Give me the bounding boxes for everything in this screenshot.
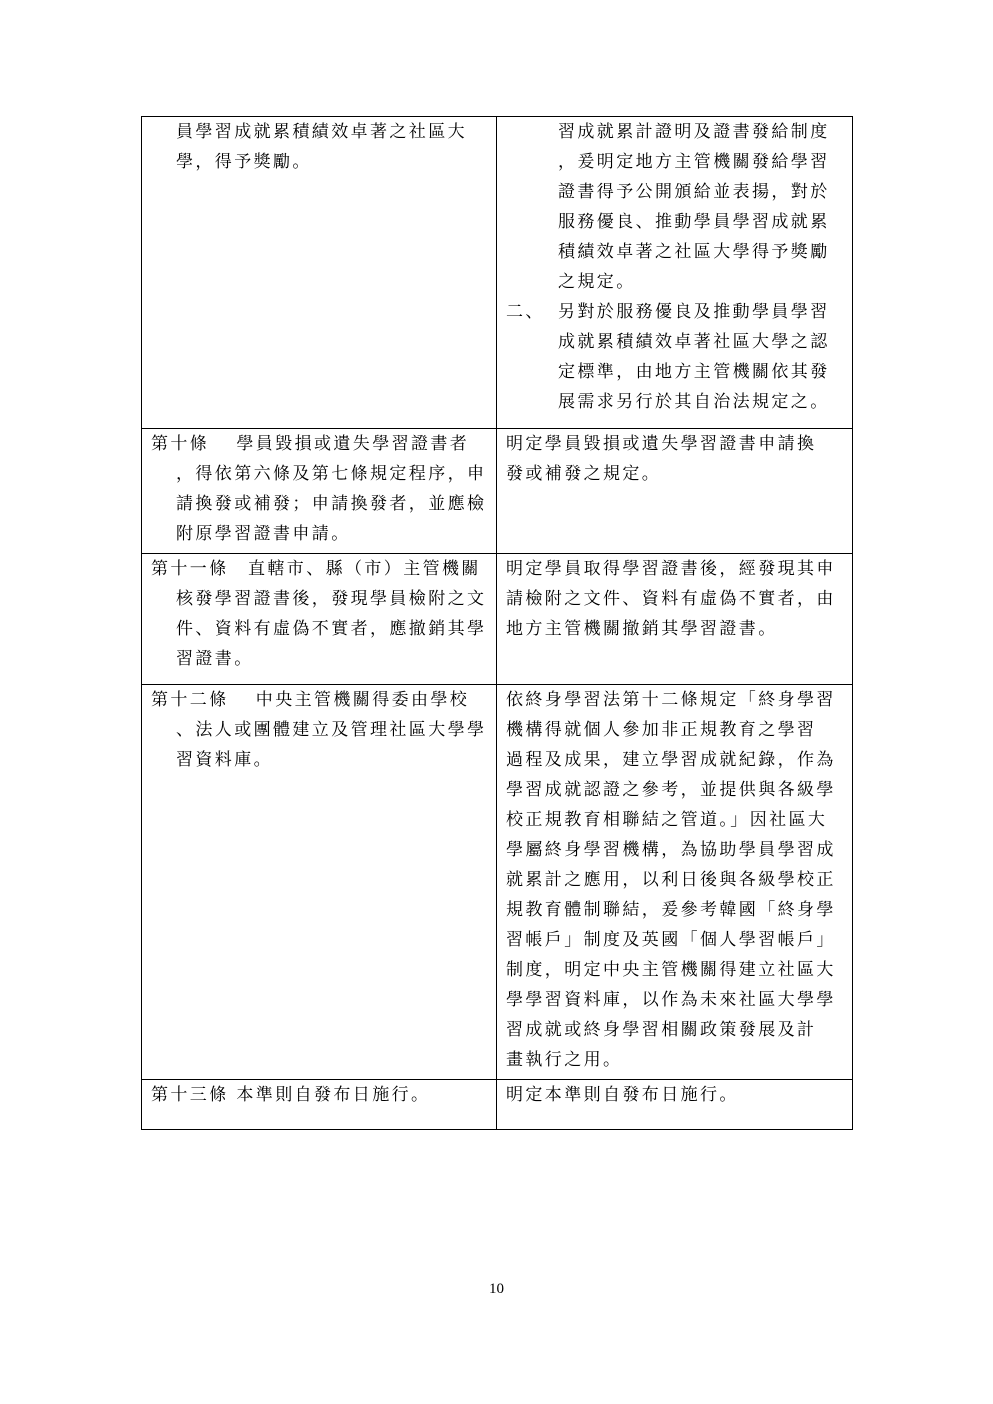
explanation-line: 證書得予公開頒給並表揚，對於 (558, 182, 830, 202)
explanation-cell (497, 429, 853, 554)
provision-line: 第十一條 直轄市、縣（市）主管機關 (151, 559, 481, 579)
provision-line: 請換發或補發；申請換發者，並應檢 (176, 494, 487, 514)
explanation-line: 機構得就個人參加非正規教育之學習 (506, 720, 817, 740)
explanation-cell (497, 554, 853, 685)
regulation-comparison-table (141, 116, 853, 1130)
explanation-line: ，爰明定地方主管機關發給學習 (558, 152, 830, 172)
provision-line: 、法人或團體建立及管理社區大學學 (176, 720, 487, 740)
explanation-line: 定標準，由地方主管機關依其發 (558, 362, 830, 382)
explanation-line: 學學習資料庫，以作為未來社區大學學 (506, 990, 836, 1010)
provision-cell (142, 1080, 497, 1130)
table-row (142, 685, 853, 1080)
provision-cell (142, 117, 497, 429)
page-number: 10 (489, 1281, 504, 1297)
explanation-line: 明定本準則自發布日施行。 (506, 1085, 739, 1105)
explanation-line: 另對於服務優良及推動學員學習 (558, 302, 830, 322)
explanation-line: 過程及成果，建立學習成就紀錄，作為 (506, 750, 836, 770)
provision-line: ，得依第六條及第七條規定程序，申 (176, 464, 487, 484)
provision-line: 習證書。 (176, 649, 254, 669)
explanation-line: 學習成就認證之參考，並提供與各級學 (506, 780, 836, 800)
item-number: 二、 (506, 302, 545, 322)
explanation-line: 畫執行之用。 (506, 1050, 623, 1070)
explanation-line: 成就累積績效卓著社區大學之認 (558, 332, 830, 352)
provision-cell (142, 554, 497, 685)
provision-line: 第十條 學員毀損或遺失學習證書者 (151, 434, 470, 454)
explanation-cell (497, 685, 853, 1080)
explanation-line: 明定學員取得學習證書後，經發現其申 (506, 559, 836, 579)
explanation-line: 展需求另行於其自治法規定之。 (558, 392, 830, 412)
explanation-line: 校正規教育相聯結之管道。」因社區大 (506, 810, 828, 830)
explanation-cell (497, 117, 853, 429)
explanation-line: 習成就累計證明及證書發給制度 (558, 122, 830, 142)
explanation-line: 制度，明定中央主管機關得建立社區大 (506, 960, 836, 980)
provision-line: 習資料庫。 (176, 750, 273, 770)
explanation-line: 發或補發之規定。 (506, 464, 662, 484)
provision-line: 員學習成就累積績效卓著之社區大 (176, 122, 467, 142)
explanation-line: 就累計之應用，以利日後與各級學校正 (506, 870, 836, 890)
provision-line: 學，得予獎勵。 (176, 152, 312, 172)
explanation-line: 服務優良、推動學員學習成就累 (558, 212, 830, 232)
provision-line: 件、資料有虛偽不實者，應撤銷其學 (176, 619, 487, 639)
table-row (142, 429, 853, 554)
provision-cell (142, 429, 497, 554)
provision-line: 核發學習證書後，發現學員檢附之文 (176, 589, 487, 609)
explanation-line: 依終身學習法第十二條規定「終身學習 (506, 690, 836, 710)
explanation-line: 請檢附之文件、資料有虛偽不實者，由 (506, 589, 836, 609)
explanation-item (506, 297, 846, 417)
table-row (142, 117, 853, 429)
explanation-line: 積績效卓著之社區大學得予獎勵 (558, 242, 830, 262)
table-row (142, 1080, 853, 1130)
explanation-line: 習帳戶」制度及英國「個人學習帳戶」 (506, 930, 836, 950)
explanation-line: 地方主管機關撤銷其學習證書。 (506, 619, 778, 639)
explanation-line: 之規定。 (558, 272, 636, 292)
explanation-line: 習成就或終身學習相關政策發展及計 (506, 1020, 817, 1040)
provision-line: 第十三條 本準則自發布日施行。 (151, 1085, 431, 1105)
explanation-line: 明定學員毀損或遺失學習證書申請換 (506, 434, 817, 454)
provision-cell (142, 685, 497, 1080)
table-row (142, 554, 853, 685)
provision-line: 第十二條 中央主管機關得委由學校 (151, 690, 470, 710)
explanation-line: 規教育體制聯結，爰參考韓國「終身學 (506, 900, 836, 920)
explanation-line: 學屬終身學習機構，為協助學員學習成 (506, 840, 836, 860)
provision-line: 附原學習證書申請。 (176, 524, 351, 544)
explanation-cell (497, 1080, 853, 1130)
